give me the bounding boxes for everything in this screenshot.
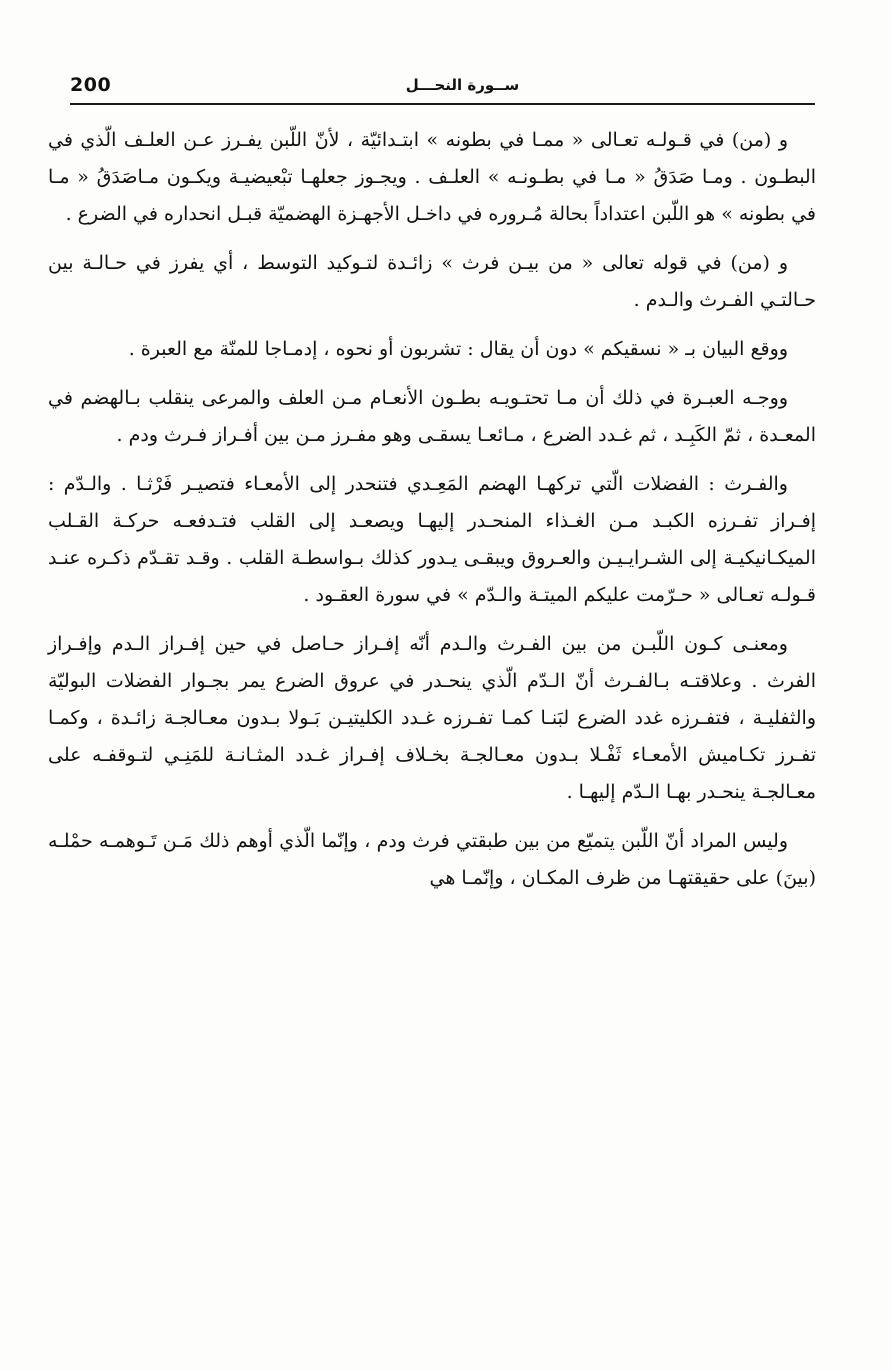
page-number: 200 [70,74,112,96]
paragraph: ومعنـى كـون اللّبـن من بين الفـرث والـدم أنّه إفـراز حـاصل في حين إفـراز الـدم وإفـراز الفرث . وعلاقتـه بـالفـرث أنّ الـدّم الّذي ينحـدر في عروق الضرع يمر بجـوار الفضلات البوليّة والثفليـة ، فتفـرزه غدد الضرع لبَنـا كمـا تفـرزه غـدد الكليتيـن بَـولا بـدون معـالجـة زائـدة ، وكمـا تفـرز تكـاميش الأمعـاء ثَفْـلا بـدون معـالجـة بخـلاف إفـراز غـدد المثـانـة للمَنِـي لتـوقفـه على معـالجـة ينحـدر بهـا الـدّم إليهـا . [48,633,816,803]
paragraph: ووقع البيان بـ « نسقيكم » دون أن يقال : تشربون أو نحوه ، إدمـاجا للمنّة مع العبرة . [128,338,788,360]
paragraph: وليس المراد أنّ اللّبن يتميّع من بين طبقتي فرث ودم ، وإنّما الّذي أوهم ذلك مَـن تَـوهمـه حمْلـه (بينَ) على حقيقتهـا من ظرف المكـان ، وإنّمـا هي [48,830,816,889]
paragraph: و (من) في قوله تعالى « من بيـن فرث » زائـدة لتـوكيد التوسط ، أي يفرز في حـالـة بين حـالتـي الفـرث والـدم . [48,252,816,311]
paragraph: ووجـه العبـرة في ذلك أن مـا تحتـويـه بطـون الأنعـام مـن العلف والمرعى ينقلب بـالهضم في المعـدة ، ثمّ الكَبِـد ، ثم غـدد الضرع ، مـائعـا يسقـى وهو مفـرز مـن بين أفـراز فـرث ودم . [48,387,816,446]
paragraph: والفـرث : الفضلات الّتي تركهـا الهضم المَعِـدي فتنحدر إلى الأمعـاء فتصيـر فَرْثـا . والـدّم : إفـراز تفـرزه الكبـد مـن الغـذاء المنحـدر إليهـا ويصعـد إلى القلب فتـدفعـه حركـة القـلب الميكـانيكيـة إلى الشـرايـيـن والعـروق ويبقـى يـدور كذلك بـواسطـة القلب . وقـد تقـدّم ذكـره عنـد قـولـه تعـالى « حـرّمت عليكم الميتـة والـدّم » في سورة العقـود . [48,473,816,606]
page-header [70,72,815,102]
header-divider [70,103,815,105]
body-text [48,122,816,897]
surah-title: ســورة النحـــل [405,76,520,94]
paragraph: و (من) في قـولـه تعـالى « ممـا في بطونه » ابتـدائيّة ، لأنّ اللّبن يفـرز عـن العلـف الّذي في البطـون . ومـا صَدَقُ « مـا في بطـونـه » العلـف . ويجـوز جعلهـا تبْعيضيـة ويكـون مـاصَدَقُ « مـا في بطونه » هو اللّبن اعتداداً بحالة مُـروره في داخـل الأجهـزة الهضميّة قبـل انحداره في الضرع . [48,129,816,225]
